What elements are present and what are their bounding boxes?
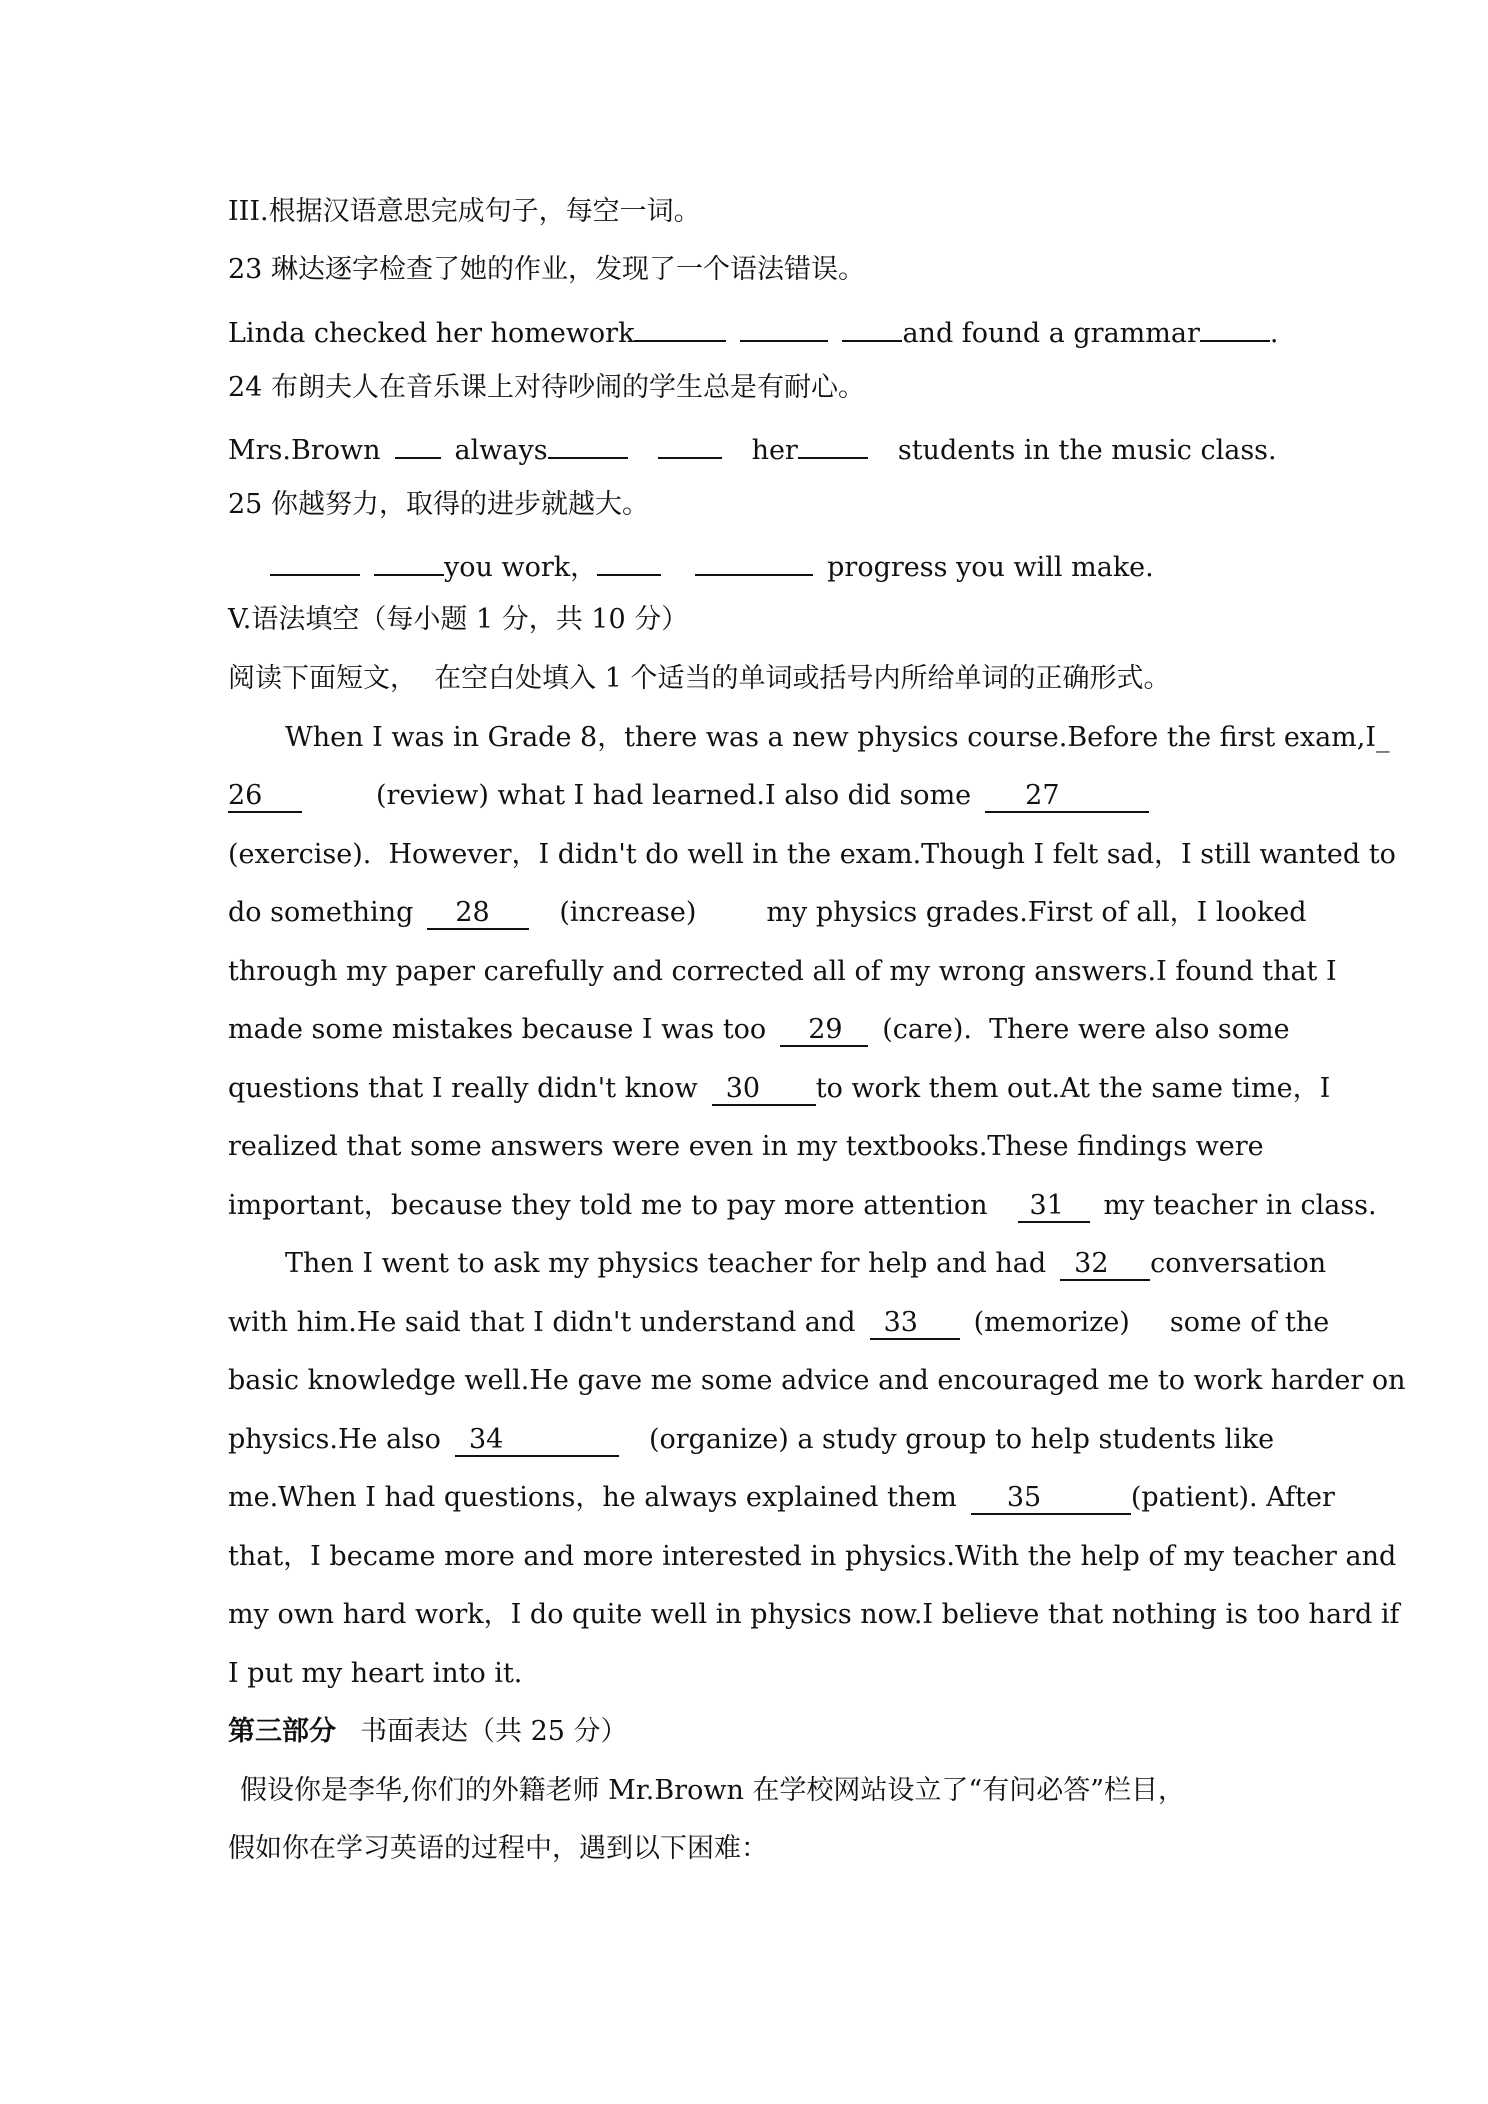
passage-line: through my paper carefully and corrected all of my wrong answers.I found that I bbox=[228, 956, 1337, 987]
passage-line bbox=[285, 1248, 1326, 1281]
passage-line bbox=[228, 1307, 1329, 1340]
part-3-heading bbox=[228, 1716, 628, 1748]
blank bbox=[634, 313, 726, 342]
passage-line: realized that some answers were even in my textbooks.These findings were bbox=[228, 1131, 1264, 1162]
passage-line: that，I became more and more interested in physics.With the help of my teacher and bbox=[228, 1541, 1397, 1572]
blank bbox=[1200, 313, 1270, 342]
passage-text: (organize) a study group to help students like bbox=[648, 1424, 1275, 1455]
q23-text-c: . bbox=[1269, 318, 1279, 349]
passage-line: my own hard work，I do quite well in physics now.I believe that nothing is too hard if bbox=[228, 1599, 1400, 1630]
passage-line bbox=[228, 897, 1307, 930]
writing-prompt-line: 假设你是李华,你们的外籍老师 Mr.Brown 在学校网站设立了“有问必答”栏目， bbox=[240, 1775, 1186, 1806]
passage-line: basic knowledge well.He gave me some advice and encouraged me to work harder on bbox=[228, 1365, 1406, 1396]
q25-text-a: you work， bbox=[444, 552, 598, 583]
q23-text-a: Linda checked her homework bbox=[228, 318, 635, 349]
blank-35: 35 bbox=[971, 1483, 1131, 1515]
section-v-heading: V.语法填空（每小题 1 分，共 10 分） bbox=[228, 604, 689, 635]
blank bbox=[597, 547, 661, 576]
passage-text: (care). There were also some bbox=[882, 1014, 1290, 1045]
passage-line bbox=[228, 1482, 1335, 1515]
blank bbox=[658, 430, 722, 459]
passage-text: (patient). After bbox=[1130, 1482, 1335, 1513]
passage-text: do something bbox=[228, 897, 414, 928]
passage-text: to work them out.At the same time，I bbox=[815, 1073, 1331, 1104]
q23-english bbox=[228, 313, 1278, 350]
passage-text: physics.He also bbox=[228, 1424, 441, 1455]
passage-line bbox=[228, 780, 1149, 813]
blank bbox=[548, 430, 628, 459]
blank bbox=[270, 547, 360, 576]
blank-34: 34 bbox=[455, 1425, 619, 1457]
passage-line: When I was in Grade 8，there was a new physics course.Before the first exam,I_ bbox=[285, 722, 1390, 753]
blank bbox=[798, 430, 868, 459]
blank-28: 28 bbox=[427, 898, 529, 930]
passage-text: (increase) bbox=[559, 897, 697, 928]
part-3-heading-rest: 书面表达（共 25 分） bbox=[360, 1716, 628, 1747]
passage-text: important，because they told me to pay more attention bbox=[228, 1190, 988, 1221]
q24-text-d: students in the music class. bbox=[897, 435, 1277, 466]
passage-text: (review) what I had learned.I also did some bbox=[376, 780, 972, 811]
blank bbox=[740, 313, 828, 342]
q25-chinese: 25 你越努力，取得的进步就越大。 bbox=[228, 489, 649, 520]
passage-line bbox=[228, 1190, 1377, 1223]
blank-29: 29 bbox=[780, 1015, 868, 1047]
passage-text: Then I went to ask my physics teacher for help and had bbox=[285, 1248, 1047, 1279]
section-iii-heading: III.根据汉语意思完成句子，每空一词。 bbox=[228, 196, 701, 227]
passage-text: my teacher in class. bbox=[1103, 1190, 1377, 1221]
passage-line bbox=[228, 1424, 1274, 1457]
blank-30: 30 bbox=[712, 1074, 816, 1106]
blank bbox=[695, 547, 813, 576]
q24-chinese: 24 布朗夫人在音乐课上对待吵闹的学生总是有耐心。 bbox=[228, 372, 865, 403]
blank bbox=[842, 313, 902, 342]
passage-text: with him.He said that I didn't understand and bbox=[228, 1307, 856, 1338]
passage-text: questions that I really didn't know bbox=[228, 1073, 698, 1104]
blank-31: 31 bbox=[1018, 1191, 1090, 1223]
blank-32: 32 bbox=[1060, 1249, 1150, 1281]
q24-english bbox=[228, 430, 1277, 467]
blank bbox=[374, 547, 444, 576]
writing-prompt-line: 假如你在学习英语的过程中，遇到以下困难： bbox=[228, 1833, 768, 1864]
blank-27: 27 bbox=[985, 781, 1149, 813]
passage-line bbox=[228, 1014, 1290, 1047]
q25-text-b: progress you will make. bbox=[827, 552, 1154, 583]
passage-text: conversation bbox=[1150, 1248, 1327, 1279]
q25-english bbox=[270, 547, 1154, 584]
passage-line bbox=[228, 1073, 1330, 1106]
q23-text-b: and found a grammar bbox=[902, 318, 1200, 349]
q24-text-c: her bbox=[751, 435, 798, 466]
passage-text: (memorize) bbox=[973, 1307, 1130, 1338]
q24-text-a: Mrs.Brown bbox=[228, 435, 381, 466]
q24-text-b: always bbox=[454, 435, 548, 466]
section-v-instruction: 阅读下面短文， 在空白处填入 1 个适当的单词或括号内所给单词的正确形式。 bbox=[228, 663, 1171, 694]
passage-text: some of the bbox=[1169, 1307, 1330, 1338]
blank-26: 26 bbox=[228, 781, 302, 813]
passage-text: made some mistakes because I was too bbox=[228, 1014, 767, 1045]
passage-text: me.When I had questions，he always explained them bbox=[228, 1482, 957, 1513]
passage-line: I put my heart into it. bbox=[228, 1658, 523, 1689]
passage-text: my physics grades.First of all，I looked bbox=[766, 897, 1307, 928]
blank-33: 33 bbox=[870, 1308, 960, 1340]
blank bbox=[395, 430, 441, 459]
passage-line: (exercise). However，I didn't do well in the exam.Though I felt sad，I still wanted to bbox=[228, 839, 1396, 870]
q23-chinese: 23 琳达逐字检查了她的作业，发现了一个语法错误。 bbox=[228, 254, 865, 285]
part-3-heading-bold: 第三部分 bbox=[228, 1716, 336, 1747]
